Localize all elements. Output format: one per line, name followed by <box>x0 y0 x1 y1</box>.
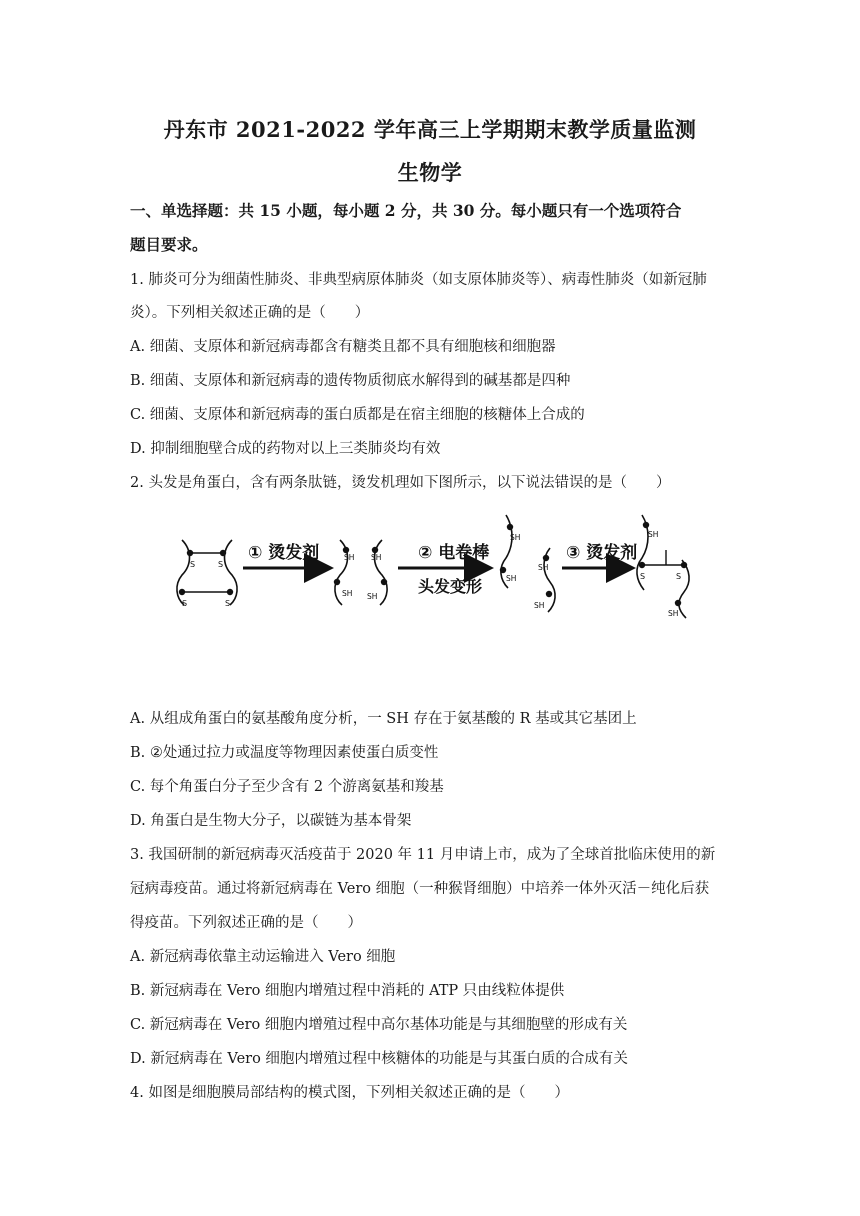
q2-stem-line1: 2. 头发是角蛋白，含有两条肽链，烫发机理如下图所示，以下说法错误的是（ ） <box>130 475 671 491</box>
label-sh: SH <box>538 563 549 572</box>
step2-sublabel: 头发变形 <box>418 577 483 596</box>
q2-option-b: B. ②处通过拉力或温度等物理因素使蛋白质变性 <box>130 745 439 761</box>
label-s: S <box>225 599 231 608</box>
q3-option-b: B. 新冠病毒在 Vero 细胞内增殖过程中消耗的 ATP 只由线粒体提供 <box>130 983 565 999</box>
q1-option-b: B. 细菌、支原体和新冠病毒的遗传物质彻底水解得到的碱基都是四种 <box>130 373 571 389</box>
q3-stem-line2: 冠病毒疫苗。通过将新冠病毒在 Vero 细胞（一种猴肾细胞）中培养一体外灭活－纯化后获 <box>130 881 710 897</box>
label-sh: SH <box>344 553 355 562</box>
q3-stem-line3: 得疫苗。下列叙述正确的是（ ） <box>130 915 362 931</box>
q2-option-a: A. 从组成角蛋白的氨基酸角度分析，一 SH 存在于氨基酸的 R 基或其它基团上 <box>130 711 637 727</box>
label-sh: SH <box>648 530 659 539</box>
q1-option-a: A. 细菌、支原体和新冠病毒都含有糖类且都不具有细胞核和细胞器 <box>130 339 556 355</box>
step3-label: ③ 烫发剂 <box>566 543 638 563</box>
q3-stem-line1: 3. 我国研制的新冠病毒灭活疫苗于 2020 年 11 月申请上市，成为了全球首批临床使用的新 <box>130 847 716 863</box>
q1-stem-line1: 1. 肺炎可分为细菌性肺炎、非典型病原体肺炎（如支原体肺炎等）、病毒性肺炎（如新冠肺 <box>130 272 707 288</box>
section-heading-line2: 题目要求。 <box>130 235 208 254</box>
q4-stem-line1: 4. 如图是细胞膜局部结构的模式图，下列相关叙述正确的是（ ） <box>130 1085 569 1101</box>
label-s: S <box>676 572 682 581</box>
q1-stem-line2: 炎）。下列相关叙述正确的是（ ） <box>130 305 370 321</box>
q3-option-a: A. 新冠病毒依靠主动运输进入 Vero 细胞 <box>130 949 396 965</box>
perm-mechanism-figure <box>170 510 730 620</box>
label-sh: SH <box>534 601 545 610</box>
label-s: S <box>218 560 224 569</box>
step2-label: ② 电卷棒 <box>418 543 490 563</box>
label-sh: SH <box>371 553 382 562</box>
label-s: S <box>182 599 188 608</box>
q2-option-d: D. 角蛋白是生物大分子，以碳链为基本骨架 <box>130 813 412 829</box>
q3-option-c: C. 新冠病毒在 Vero 细胞内增殖过程中高尔基体功能是与其细胞壁的形成有关 <box>130 1017 628 1033</box>
section-heading-line1: 一、单选择题：共 15 小题，每小题 2 分，共 30 分。每小题只有一个选项符合 <box>130 201 682 220</box>
label-s: S <box>640 572 646 581</box>
q2-option-c: C. 每个角蛋白分子至少含有 2 个游离氨基和羧基 <box>130 779 444 795</box>
q1-option-c: C. 细菌、支原体和新冠病毒的蛋白质都是在宿主细胞的核糖体上合成的 <box>130 407 585 423</box>
subject-title: 生物学 <box>397 160 463 185</box>
label-sh: SH <box>342 589 353 598</box>
label-sh: SH <box>367 592 378 601</box>
stage3-deformed-chains <box>500 515 555 612</box>
stage1-disulfide-chains <box>177 540 237 608</box>
label-sh: SH <box>510 533 521 542</box>
stage4-new-disulfide-chains <box>637 515 689 618</box>
label-sh: SH <box>668 609 679 618</box>
exam-title: 丹东市 2021-2022 学年高三上学期期末教学质量监测 <box>163 117 697 142</box>
q3-option-d: D. 新冠病毒在 Vero 细胞内增殖过程中核糖体的功能是与其蛋白质的合成有关 <box>130 1051 628 1067</box>
step1-label: ① 烫发剂 <box>248 543 320 563</box>
stage2-reduced-chains <box>334 540 387 605</box>
label-s: S <box>190 560 196 569</box>
q1-option-d: D. 抑制细胞壁合成的药物对以上三类肺炎均有效 <box>130 441 441 457</box>
label-sh: SH <box>506 574 517 583</box>
